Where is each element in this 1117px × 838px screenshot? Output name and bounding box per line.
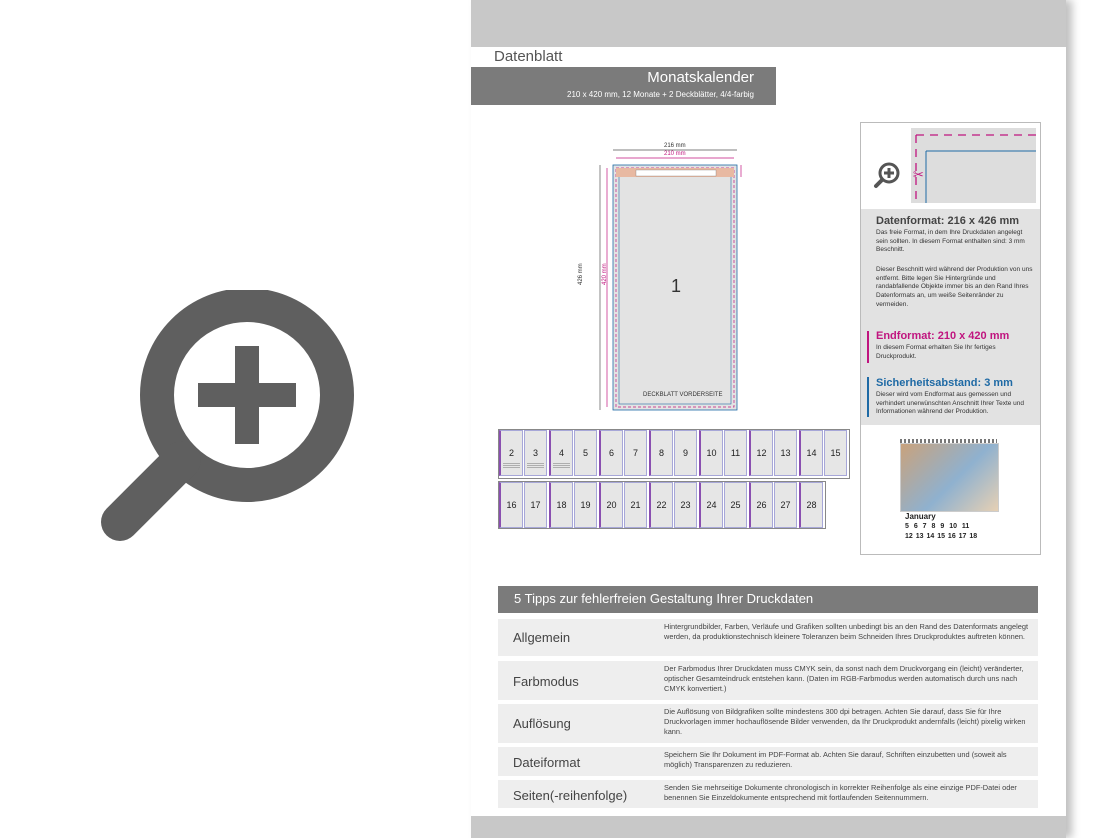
page-thumbnail-number: 18 <box>556 500 567 510</box>
tip-label: Allgemein <box>513 630 571 645</box>
page-thumbnail-number: 26 <box>756 500 767 510</box>
page-thumbnail <box>574 482 597 528</box>
diagram-page-caption: DECKBLATT VORDERSEITE <box>643 392 723 398</box>
page-thumbnail <box>549 482 573 528</box>
page-thumbnail <box>799 482 823 528</box>
page-thumbnail <box>624 430 647 476</box>
page-thumbnail <box>674 430 697 476</box>
tip-row <box>498 780 1038 808</box>
page-thumbnail-number: 13 <box>780 448 791 458</box>
page-thumbnail <box>599 482 623 528</box>
page-thumbnail-number: 8 <box>658 448 664 458</box>
page-thumbnail-number: 12 <box>756 448 767 458</box>
sheet-title-bar <box>471 67 776 105</box>
tip-row <box>498 619 1038 656</box>
page-thumbnail-number: 6 <box>608 448 614 458</box>
tip-label: Auflösung <box>513 716 571 731</box>
page-thumbnail-number: 10 <box>706 448 717 458</box>
diagram-page-number: 1 <box>671 276 682 296</box>
calendar-preview <box>861 425 1040 554</box>
tip-text: Speichern Sie Ihr Dokument im PDF-Format ab. Achten Sie darauf, Schriften einzubetten und (soweit als möglich) Transparenzen zu reduzieren. <box>664 750 1007 769</box>
format-info-box <box>860 122 1041 555</box>
diagram-height-outer: 426 mm <box>578 263 584 285</box>
calendar-row-2: 12 13 14 15 16 17 18 <box>905 533 978 540</box>
diagram-width-inner: 210 mm <box>664 151 686 157</box>
diagram-height-inner: 420 mm <box>602 263 608 285</box>
page-thumbnail-number: 11 <box>730 448 741 458</box>
page-thumbnail <box>624 482 647 528</box>
page-thumbnail-number: 4 <box>558 448 564 458</box>
page-thumbnail <box>674 482 697 528</box>
tip-row <box>498 661 1038 700</box>
tips-title: 5 Tipps zur fehlerfreien Gestaltung Ihrer Druckdaten <box>514 591 814 606</box>
sheet-tag-label: Datenblatt <box>494 48 563 65</box>
endformat-text: In diesem Format erhalten Sie Ihr fertiges Druckprodukt. <box>876 344 996 360</box>
tip-label: Dateiformat <box>513 755 581 770</box>
page-thumbnail <box>499 430 523 476</box>
thumbnail-text-lines <box>527 463 544 469</box>
page-thumbnail <box>799 430 823 476</box>
page-thumbnail-number: 9 <box>682 448 688 458</box>
page-thumbnail-number: 3 <box>532 448 538 458</box>
tip-text: Der Farbmodus Ihrer Druckdaten muss CMYK sein, da sonst nach dem Druckvorgang ein (leicht) veränderter, optischer Gesamteindruck entstehen kann. (Daten im RGB-Farbmodus werden automatisch durch uns nach CMYK konvertiert.) <box>664 664 1024 693</box>
calendar-binding <box>900 439 997 443</box>
zoom-detail <box>861 123 1040 208</box>
page-thumbnail <box>774 482 797 528</box>
page-thumbnail-number: 20 <box>606 500 617 510</box>
tip-text: Hintergrundbilder, Farben, Verläufe und Grafiken sollten unbedingt bis an den Rand des Datenformats angelegt werden, da produktionstechnisch kleinere Toleranzen beim Schneiden Ihres Druckproduktes auftreten können. <box>664 622 1029 641</box>
tip-row <box>498 747 1038 776</box>
diagram-width-outer: 216 mm <box>664 143 686 149</box>
page-thumbnail <box>699 482 723 528</box>
datasheet-page <box>471 0 1066 838</box>
thumbnail-text-lines <box>553 463 570 469</box>
page-thumbnail <box>824 430 847 476</box>
page-thumbnail-number: 15 <box>830 448 841 458</box>
tip-text: Senden Sie mehrseitige Dokumente chronologisch in korrekter Reihenfolge als eine einzige PDF-Datei oder benennen Sie Einzeldokumente entsprechend mit fortlaufenden Seitennummern. <box>664 783 1017 802</box>
page-thumbnail-number: 24 <box>706 500 717 510</box>
calendar-month: January <box>905 512 936 521</box>
page-thumbnail <box>699 430 723 476</box>
scissors-icon: ✂ <box>913 167 924 182</box>
sheet-tag <box>471 47 591 67</box>
endformat-marker <box>867 331 869 363</box>
sheet-subtitle: 210 x 420 mm, 12 Monate + 2 Deckblätter, 4/4-farbig <box>567 90 754 99</box>
sheet-bottom-bar <box>471 816 1066 838</box>
sheet-top-bar <box>471 0 1066 47</box>
page-thumbnail <box>774 430 797 476</box>
page-thumbnail <box>749 430 773 476</box>
tips-header <box>498 586 1038 613</box>
format-info-text <box>861 209 1040 425</box>
tip-label: Seiten(-reihenfolge) <box>513 788 628 803</box>
page-thumbnail-number: 19 <box>580 500 591 510</box>
page-thumbnail <box>724 430 747 476</box>
page-thumbnail-number: 25 <box>730 500 741 510</box>
zoom-icon-small[interactable] <box>873 161 901 189</box>
page-thumbnail <box>749 482 773 528</box>
datenformat-text-1: Das freie Format, in dem Ihre Druckdaten angelegt sein sollten. In diesem Format enthalten sind: 3 mm Beschnitt. <box>876 229 1025 254</box>
page-thumbnail-number: 2 <box>508 448 514 458</box>
page-thumbnail-number: 14 <box>806 448 817 458</box>
page-thumbnail-number: 5 <box>582 448 588 458</box>
page-thumbnail-number: 23 <box>680 500 691 510</box>
thumbnail-text-lines <box>503 463 520 469</box>
zoom-in-icon[interactable] <box>100 290 360 550</box>
page-thumbnail <box>724 482 747 528</box>
datenformat-text-2: Dieser Beschnitt wird während der Produktion von uns entfernt. Bitte legen Sie Hintergründe und randabfallende Objekte immer bis an den Rand Ihres Datenformats an, um weiße Seitenränder zu vermeiden. <box>876 266 1033 308</box>
page-thumbnail-number: 28 <box>806 500 817 510</box>
page-thumbnail-number: 27 <box>780 500 791 510</box>
page-thumbnail <box>499 482 523 528</box>
page-thumbnail-number: 7 <box>632 448 638 458</box>
endformat-title: Endformat: 210 x 420 mm <box>876 330 1010 342</box>
tip-row <box>498 704 1038 743</box>
page-thumbnail <box>574 430 597 476</box>
tip-label: Farbmodus <box>513 674 579 689</box>
sheet-title: Monatskalender <box>647 69 754 86</box>
page-thumbnail-number: 21 <box>630 500 641 510</box>
sicherheitsabstand-text: Dieser wird vom Endformat aus gemessen und verhindert unerwünschten Anschnitt Ihrer Texte und Informationen während der Produktion. <box>876 391 1025 416</box>
page-thumbnail-number: 22 <box>656 500 667 510</box>
page-thumbnail <box>599 430 623 476</box>
page-thumbnail <box>524 430 547 476</box>
page-thumbnail <box>649 430 673 476</box>
calendar-row-1: 5 6 7 8 9 10 11 <box>905 523 970 530</box>
page-thumbnail <box>549 430 573 476</box>
page-thumbnail-number: 17 <box>530 500 541 510</box>
datenformat-title: Datenformat: 216 x 426 mm <box>876 215 1020 227</box>
calendar-photo <box>900 443 999 512</box>
sicherheit-marker <box>867 377 869 417</box>
page-thumbnail <box>649 482 673 528</box>
page-thumbnail <box>524 482 547 528</box>
page-thumbnail-number: 16 <box>506 500 517 510</box>
sicherheitsabstand-title: Sicherheitsabstand: 3 mm <box>876 377 1013 389</box>
tip-text: Die Auflösung von Bildgrafiken sollte mindestens 300 dpi betragen. Achten Sie darauf, dass Sie für Ihre Druckvorlagen immer hochauflösende Bilder verwenden, da Ihr Druckprodukt andernfalls (leicht) pixelig wirken kann. <box>664 707 1026 736</box>
